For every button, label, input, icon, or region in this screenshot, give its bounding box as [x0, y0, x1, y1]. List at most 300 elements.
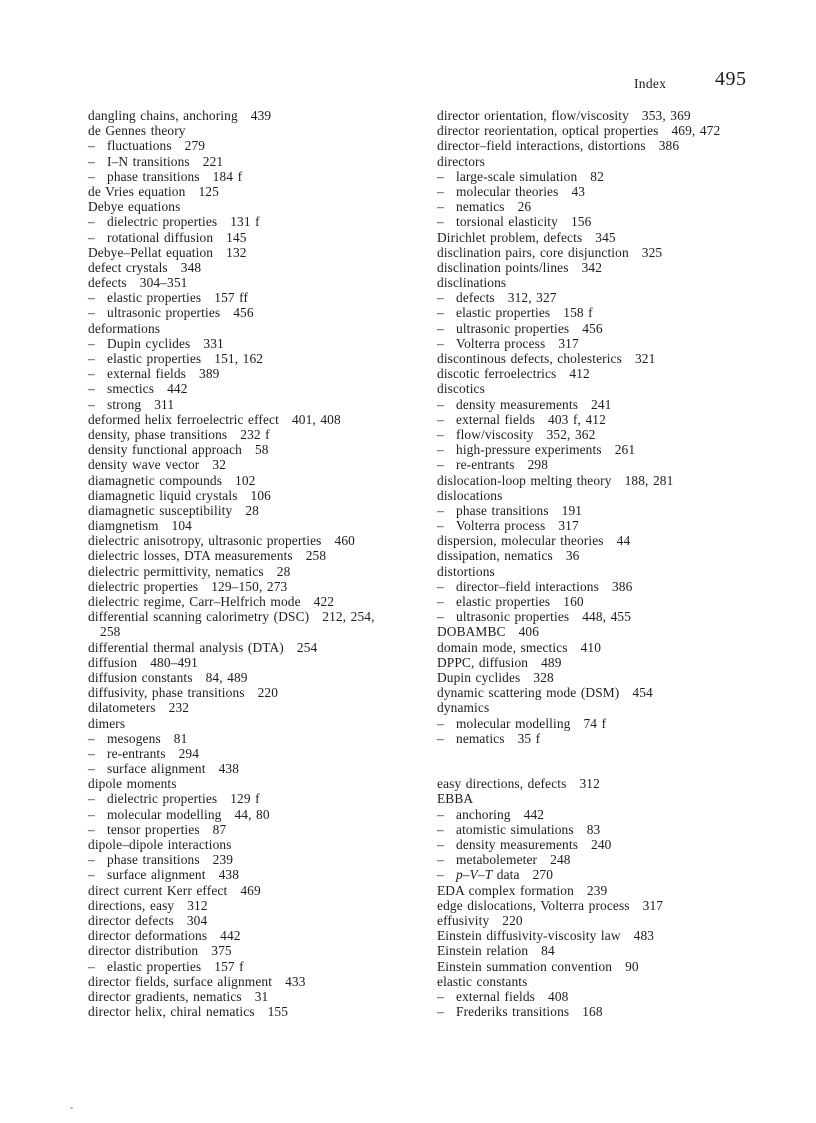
entry-term: Einstein relation: [437, 943, 529, 959]
subentry-dash: –: [88, 351, 95, 366]
index-entry: [88, 609, 433, 624]
entry-term: Dirichlet problem, defects: [437, 229, 583, 245]
subentry-dash: –: [88, 138, 95, 154]
subentry-dash: –: [437, 183, 444, 199]
page-refs: 406: [518, 624, 540, 640]
page-refs: 270: [532, 867, 554, 883]
subentry-dash: –: [437, 442, 444, 458]
subentry-dash: –: [437, 594, 444, 609]
page-refs: 489: [541, 654, 562, 670]
subentry-dash: –: [88, 821, 95, 837]
index-entry: [437, 670, 782, 685]
entry-term: molecular theories: [456, 183, 559, 199]
index-subentry: [437, 989, 782, 1004]
entry-term: defects: [456, 290, 495, 306]
index-entry: [437, 564, 782, 579]
page-refs: 160: [563, 594, 584, 609]
index-entry: [437, 913, 782, 928]
index-entry: [437, 275, 782, 290]
subentry-dash: –: [437, 411, 444, 427]
page-refs: 239: [212, 852, 234, 868]
page-refs: 212, 254,: [322, 609, 375, 625]
index-entry: [88, 488, 433, 503]
entry-term: density, phase transitions: [88, 426, 228, 442]
page-refs: 304–351: [139, 275, 188, 291]
entry-term: density measurements: [456, 837, 579, 853]
subentry-dash: –: [88, 806, 95, 822]
page-refs: 28: [276, 563, 291, 579]
page-refs: 36: [565, 548, 580, 564]
entry-term: re-entrants: [107, 745, 166, 761]
page-refs: 469, 472: [671, 123, 721, 139]
page-refs: 74 f: [583, 715, 607, 731]
entry-term: dissipation, nematics: [437, 548, 553, 564]
page-refs: 386: [611, 578, 633, 594]
entry-term: Frederiks transitions: [456, 1004, 570, 1020]
subentry-dash: –: [437, 730, 444, 746]
entry-term: molecular modelling: [107, 806, 222, 822]
subentry-dash: –: [88, 730, 95, 746]
page-refs: 241: [591, 396, 612, 412]
subentry-dash: –: [437, 502, 444, 518]
page-refs: 106: [250, 487, 271, 503]
entry-term: ultrasonic properties: [107, 305, 221, 321]
index-entry: [437, 230, 782, 245]
entry-term: dielectric permittivity, nematics: [88, 563, 264, 579]
page-refs: 26: [517, 199, 532, 215]
entry-term: p–V–T data: [456, 867, 520, 883]
entry-term: director defects: [88, 912, 174, 928]
index-entry: [88, 685, 433, 700]
index-entry: [88, 245, 433, 260]
page-refs: 304: [186, 912, 208, 928]
index-entry: [88, 275, 433, 290]
page-refs: 438: [218, 761, 240, 777]
index-column-right: [437, 108, 782, 1019]
index-entry: [88, 594, 433, 609]
index-entry: [88, 989, 433, 1004]
entry-term: director deformations: [88, 928, 208, 944]
index-subentry: [88, 290, 433, 305]
subentry-dash: –: [437, 199, 444, 215]
subentry-dash: –: [437, 578, 444, 594]
entry-term: director reorientation, optical properties: [437, 123, 659, 139]
entry-term: edge dislocations, Volterra process: [437, 897, 630, 913]
page-refs: 403 f, 412: [548, 411, 606, 427]
index-entry: [437, 685, 782, 700]
index-entry: [88, 199, 433, 214]
entry-term: mesogens: [107, 730, 161, 746]
page-refs: 328: [533, 669, 554, 685]
index-entry: [88, 776, 433, 791]
entry-term: discontinous defects, cholesterics: [437, 351, 622, 366]
page-refs: 220: [257, 685, 279, 701]
page-refs: 44: [616, 533, 631, 549]
index-entry: [88, 974, 433, 989]
entry-term: discotic ferroelectrics: [437, 366, 557, 382]
entry-term: Dupin cyclides: [107, 335, 191, 351]
entry-term: phase transitions: [107, 168, 200, 184]
page-refs: 311: [154, 396, 175, 412]
page-refs: 31: [254, 988, 269, 1004]
entry-term: surface alignment: [107, 867, 206, 883]
page-refs: 433: [285, 973, 306, 989]
index-entry: [88, 321, 433, 336]
index-subentry: [88, 731, 433, 746]
entry-term: elastic constants: [437, 973, 528, 989]
page-refs: 342: [581, 259, 603, 275]
page-refs: 386: [658, 138, 680, 154]
page-refs: 156: [570, 214, 592, 230]
index-subentry: [437, 442, 782, 457]
page-refs: 35 f: [517, 730, 541, 746]
page-refs: 151, 162: [214, 351, 264, 366]
subentry-dash: –: [437, 837, 444, 853]
index-subentry: [437, 336, 782, 351]
page-refs: 353, 369: [641, 108, 691, 123]
index-entry: [437, 351, 782, 366]
subentry-dash: –: [88, 229, 95, 245]
index-entry: [88, 260, 433, 275]
subentry-dash: –: [437, 335, 444, 351]
index-entry: [437, 928, 782, 943]
subentry-dash: –: [88, 958, 95, 974]
entry-term: differential scanning calorimetry (DSC): [88, 609, 310, 625]
entry-term: dipole moments: [88, 776, 177, 792]
entry-term: I–N transitions: [107, 153, 190, 169]
entry-term: flow/viscosity: [456, 426, 534, 442]
subentry-dash: –: [437, 852, 444, 868]
index-subentry: [437, 214, 782, 229]
index-subentry: [88, 381, 433, 396]
index-entry: [88, 837, 433, 852]
page-refs: 412: [569, 366, 590, 382]
page-refs: 442: [523, 806, 545, 822]
entry-term: diamagnetic liquid crystals: [88, 487, 238, 503]
page-refs: 438: [218, 867, 240, 883]
entry-term: easy directions, defects: [437, 776, 567, 792]
index-entry: [437, 624, 782, 639]
index-subentry: [88, 822, 433, 837]
index-subentry: [88, 336, 433, 351]
entry-term: dispersion, molecular theories: [437, 533, 604, 549]
page-refs: 168: [582, 1004, 603, 1020]
page-refs: 422: [313, 594, 335, 609]
page-refs: 145: [226, 229, 247, 245]
entry-term: director orientation, flow/viscosity: [437, 108, 629, 123]
subentry-dash: –: [88, 396, 95, 412]
index-entry: [437, 776, 782, 791]
entry-term: dielectric anisotropy, ultrasonic properties: [88, 533, 322, 549]
index-entry: [437, 366, 782, 381]
entry-term: phase transitions: [456, 502, 549, 518]
subentry-dash: –: [88, 214, 95, 230]
index-entry: [437, 138, 782, 153]
index-entry: [437, 533, 782, 548]
subentry-dash: –: [437, 396, 444, 412]
subentry-dash: –: [88, 791, 95, 807]
page-refs: 448, 455: [582, 609, 632, 625]
page-refs: 483: [633, 928, 655, 944]
entry-term: rotational diffusion: [107, 229, 214, 245]
index-entry: [88, 670, 433, 685]
entry-term: dilatometers: [88, 700, 156, 716]
entry-term: distortions: [437, 563, 495, 579]
subentry-dash: –: [437, 1004, 444, 1020]
index-subentry: [88, 807, 433, 822]
index-subentry: [88, 746, 433, 761]
page-refs: 90: [625, 958, 639, 974]
page-refs: 480–491: [150, 654, 198, 670]
page-refs: 375: [211, 943, 232, 959]
entry-term: density functional approach: [88, 442, 242, 458]
entry-term: elastic properties: [456, 305, 551, 321]
index-subentry: [88, 169, 433, 184]
page-refs: 352, 362: [546, 426, 596, 442]
entry-term: dynamics: [437, 700, 490, 716]
page-refs: 442: [167, 381, 188, 397]
page-refs: 321: [634, 351, 656, 366]
index-entry: [88, 1004, 433, 1019]
entry-term: density wave vector: [88, 457, 200, 473]
subentry-dash: –: [437, 457, 444, 473]
page-refs: 408: [548, 988, 569, 1004]
index-subentry: [437, 199, 782, 214]
entry-term: nematics: [456, 730, 505, 746]
index-subentry: [437, 594, 782, 609]
subentry-dash: –: [88, 305, 95, 321]
page-refs: 240: [591, 837, 612, 853]
index-entry: [88, 123, 433, 138]
page-refs: 389: [199, 366, 220, 382]
index-entry: [88, 928, 433, 943]
page-refs: 132: [226, 244, 247, 260]
subentry-dash: –: [88, 153, 95, 169]
page-refs: 279: [184, 138, 206, 154]
subentry-dash: –: [88, 335, 95, 351]
entry-term: Volterra process: [456, 518, 546, 534]
index-subentry: [437, 852, 782, 867]
entry-term: Debye–Pellat equation: [88, 244, 214, 260]
index-entry: [437, 883, 782, 898]
page-refs: 157 ff: [214, 290, 249, 306]
index-entry: [88, 548, 433, 563]
entry-term: Debye equations: [88, 199, 181, 215]
entry-term: dimers: [88, 715, 126, 731]
entry-term: diffusivity, phase transitions: [88, 685, 245, 701]
entry-term: molecular modelling: [456, 715, 571, 731]
entry-term: disclinations: [437, 275, 507, 291]
entry-term: dielectric regime, Carr–Helfrich mode: [88, 594, 301, 609]
index-entry: [437, 791, 782, 806]
entry-term: external fields: [456, 411, 536, 427]
entry-term: 258: [100, 624, 121, 640]
subentry-dash: –: [88, 852, 95, 868]
index-subentry: [437, 503, 782, 518]
index-subentry: [437, 412, 782, 427]
index-subentry: [437, 321, 782, 336]
page-refs: 317: [558, 518, 579, 534]
index-entry: [88, 412, 433, 427]
index-entry: [88, 533, 433, 548]
subentry-dash: –: [437, 988, 444, 1004]
index-entry: [88, 640, 433, 655]
index-subentry: [88, 852, 433, 867]
index-entry: [88, 108, 433, 123]
index-subentry: [437, 427, 782, 442]
entry-term: directions, easy: [88, 897, 175, 913]
index-subentry: [437, 579, 782, 594]
page-refs: 188, 281: [624, 472, 674, 488]
entry-term: elastic properties: [107, 351, 202, 366]
entry-term: surface alignment: [107, 761, 206, 777]
page-refs: 258: [305, 548, 327, 564]
entry-term: anchoring: [456, 806, 511, 822]
index-entry: [88, 427, 433, 442]
entry-term: Volterra process: [456, 335, 546, 351]
entry-term: director helix, chiral nematics: [88, 1004, 255, 1020]
page-refs: 248: [550, 852, 571, 868]
index-subentry: [88, 230, 433, 245]
entry-term: de Vries equation: [88, 183, 186, 199]
subentry-dash: –: [437, 609, 444, 625]
subentry-dash: –: [88, 745, 95, 761]
entry-term: strong: [107, 396, 142, 412]
entry-term: disclination points/lines: [437, 259, 569, 275]
index-subentry: [88, 867, 433, 882]
scan-speck: [70, 1107, 73, 1109]
subentry-dash: –: [88, 168, 95, 184]
entry-term: diamagnetic susceptibility: [88, 502, 233, 518]
page-refs: 125: [198, 183, 219, 199]
index-subentry: [437, 716, 782, 731]
entry-term: high-pressure experiments: [456, 442, 602, 458]
page-refs: 83: [586, 821, 601, 837]
index-entry: [437, 488, 782, 503]
entry-term: ultrasonic properties: [456, 320, 570, 336]
entry-term: director gradients, nematics: [88, 988, 242, 1004]
page-refs: 104: [171, 518, 192, 534]
page-refs: 232: [168, 700, 190, 716]
index-entry: [88, 716, 433, 731]
entry-term: diffusion: [88, 654, 138, 670]
page-refs: 81: [173, 730, 188, 746]
page-refs: 191: [561, 502, 583, 518]
page-refs: 325: [641, 244, 663, 260]
page-refs: 155: [267, 1004, 289, 1020]
index-entry: [437, 943, 782, 958]
index-subentry: [88, 138, 433, 153]
page-refs: 348: [180, 259, 202, 275]
subentry-dash: –: [437, 320, 444, 336]
page-refs: 298: [527, 457, 549, 473]
entry-term: director–field interactions, distortions: [437, 138, 646, 154]
entry-term: domain mode, smectics: [437, 639, 568, 655]
subentry-dash: –: [437, 867, 444, 883]
page-refs: 345: [595, 229, 616, 245]
subentry-dash: –: [437, 426, 444, 442]
page-refs: 254: [296, 639, 318, 655]
index-entry: [88, 943, 433, 958]
subentry-dash: –: [437, 305, 444, 321]
entry-term: deformed helix ferroelectric effect: [88, 411, 279, 427]
index-entry: [437, 959, 782, 974]
page-refs: 158 f: [563, 305, 593, 321]
index-subentry: [437, 609, 782, 624]
page-refs: 58: [254, 442, 269, 458]
subentry-dash: –: [437, 715, 444, 731]
entry-term: effusivity: [437, 912, 490, 928]
entry-term: diamagnetic compounds: [88, 472, 223, 488]
entry-term: diamgnetism: [88, 518, 159, 534]
index-subentry: [437, 518, 782, 533]
entry-term: phase transitions: [107, 852, 200, 868]
subentry-dash: –: [88, 761, 95, 777]
index-entry: [437, 108, 782, 123]
index-entry: [88, 473, 433, 488]
page-refs: 43: [571, 183, 586, 199]
index-entry: [88, 503, 433, 518]
page-refs: 312: [579, 776, 600, 792]
page-refs: 221: [202, 153, 224, 169]
index-entry: [437, 700, 782, 715]
page-refs: 439: [250, 108, 272, 123]
index-subentry: [437, 837, 782, 852]
index-subentry: [88, 761, 433, 776]
page-refs: 317: [558, 335, 579, 351]
page-refs: 44, 80: [234, 806, 270, 822]
page-refs: 239: [586, 882, 608, 898]
page-refs: 232 f: [240, 426, 270, 442]
page-refs: 82: [590, 168, 604, 184]
index-subentry: [437, 457, 782, 472]
entry-term: EDA complex formation: [437, 882, 574, 898]
index-entry: [88, 564, 433, 579]
page-refs: 131 f: [230, 214, 260, 230]
page-refs: 84, 489: [205, 669, 248, 685]
subentry-dash: –: [437, 518, 444, 534]
entry-term: dielectric properties: [107, 214, 218, 230]
page-refs: 317: [642, 897, 664, 913]
subentry-dash: –: [88, 366, 95, 382]
header-index-label: Index: [634, 76, 667, 91]
page-refs: 442: [220, 928, 241, 944]
index-subentry: [437, 184, 782, 199]
index-subentry: [437, 867, 782, 882]
entry-term: elastic properties: [456, 594, 551, 609]
index-subentry: [437, 1004, 782, 1019]
subentry-dash: –: [437, 168, 444, 184]
entry-term: DPPC, diffusion: [437, 654, 529, 670]
subentry-dash: –: [88, 381, 95, 397]
index-entry: [88, 579, 433, 594]
index-entry: [88, 457, 433, 472]
entry-term: Einstein summation convention: [437, 958, 613, 974]
page-refs: 184 f: [212, 168, 243, 184]
page-refs: 157 f: [214, 958, 244, 974]
page-refs: 84: [541, 943, 555, 959]
entry-term: elastic properties: [107, 290, 202, 306]
entry-term: torsional elasticity: [456, 214, 558, 230]
index-entry: [88, 700, 433, 715]
page-refs: 456: [233, 305, 254, 321]
page-refs: 312, 327: [507, 290, 557, 306]
index-subentry: [88, 397, 433, 412]
page-refs: 32: [212, 457, 227, 473]
entry-term: dipole–dipole interactions: [88, 837, 232, 852]
subentry-dash: –: [437, 214, 444, 230]
index-entry: [437, 974, 782, 989]
